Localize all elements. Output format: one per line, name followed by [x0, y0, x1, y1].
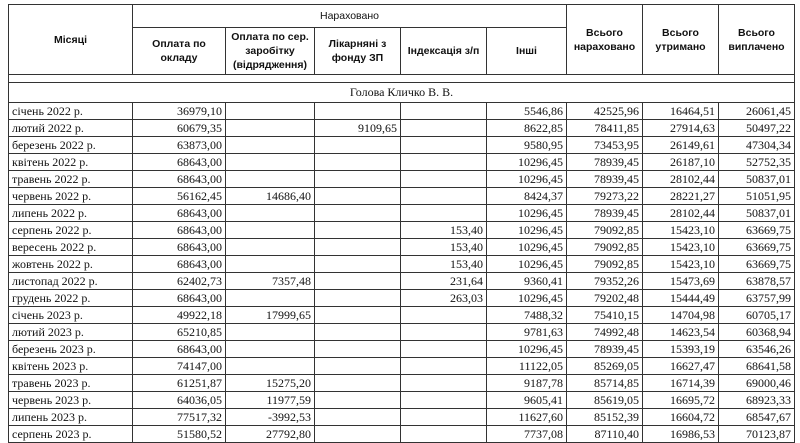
header-total-paid: Всього виплачено	[719, 5, 795, 75]
table-row	[9, 341, 795, 358]
average-earnings-cell	[226, 222, 315, 239]
average-earnings-cell	[226, 137, 315, 154]
salary-cell: 68643,00	[133, 171, 226, 188]
total-accrued-cell: 79092,85	[567, 239, 643, 256]
salary-cell: 68643,00	[133, 341, 226, 358]
month-cell: березень 2022 р.	[9, 137, 133, 154]
table-row	[9, 120, 795, 137]
other-cell: 9360,41	[487, 273, 567, 290]
other-cell: 7737,08	[487, 426, 567, 443]
indexation-cell	[401, 171, 487, 188]
salary-cell: 77517,32	[133, 409, 226, 426]
average-earnings-cell	[226, 154, 315, 171]
sick-leave-cell	[315, 341, 401, 358]
month-cell: лютий 2023 р.	[9, 324, 133, 341]
month-cell: травень 2022 р.	[9, 171, 133, 188]
table-row	[9, 273, 795, 290]
other-cell: 9580,95	[487, 137, 567, 154]
month-cell: червень 2022 р.	[9, 188, 133, 205]
month-cell: липень 2022 р.	[9, 205, 133, 222]
other-cell: 9605,41	[487, 392, 567, 409]
total-withheld-cell: 15393,19	[643, 341, 719, 358]
other-cell: 10296,45	[487, 222, 567, 239]
total-accrued-cell: 78939,45	[567, 341, 643, 358]
total-accrued-cell: 85619,05	[567, 392, 643, 409]
indexation-cell: 231,64	[401, 273, 487, 290]
indexation-cell	[401, 137, 487, 154]
total-withheld-cell: 16464,51	[643, 103, 719, 120]
month-cell: січень 2023 р.	[9, 307, 133, 324]
table-row	[9, 205, 795, 222]
average-earnings-cell	[226, 341, 315, 358]
total-paid-cell: 68547,67	[719, 409, 795, 426]
average-earnings-cell	[226, 256, 315, 273]
table-row	[9, 137, 795, 154]
average-earnings-cell: 11977,59	[226, 392, 315, 409]
average-earnings-cell	[226, 324, 315, 341]
total-withheld-cell: 28221,27	[643, 188, 719, 205]
total-accrued-cell: 79352,26	[567, 273, 643, 290]
other-cell: 10296,45	[487, 171, 567, 188]
indexation-cell	[401, 324, 487, 341]
salary-cell: 68643,00	[133, 256, 226, 273]
month-cell: січень 2022 р.	[9, 103, 133, 120]
total-accrued-cell: 79092,85	[567, 256, 643, 273]
table-row	[9, 103, 795, 120]
month-cell: червень 2023 р.	[9, 392, 133, 409]
table-row	[9, 222, 795, 239]
total-paid-cell: 60368,94	[719, 324, 795, 341]
sick-leave-cell	[315, 375, 401, 392]
other-cell: 9187,78	[487, 375, 567, 392]
sick-leave-cell	[315, 426, 401, 443]
average-earnings-cell: 7357,48	[226, 273, 315, 290]
total-withheld-cell: 14704,98	[643, 307, 719, 324]
total-paid-cell: 26061,45	[719, 103, 795, 120]
other-cell: 11627,60	[487, 409, 567, 426]
indexation-cell: 153,40	[401, 256, 487, 273]
month-cell: лютий 2022 р.	[9, 120, 133, 137]
total-withheld-cell: 16714,39	[643, 375, 719, 392]
salary-cell: 74147,00	[133, 358, 226, 375]
average-earnings-cell	[226, 239, 315, 256]
total-withheld-cell: 28102,44	[643, 171, 719, 188]
total-withheld-cell: 16695,72	[643, 392, 719, 409]
average-earnings-cell: -3992,53	[226, 409, 315, 426]
indexation-cell	[401, 392, 487, 409]
other-cell: 10296,45	[487, 341, 567, 358]
sick-leave-cell	[315, 205, 401, 222]
indexation-cell	[401, 205, 487, 222]
total-withheld-cell: 15423,10	[643, 256, 719, 273]
header-other: Інші	[487, 28, 567, 75]
month-cell: квітень 2022 р.	[9, 154, 133, 171]
total-withheld-cell: 15444,49	[643, 290, 719, 307]
indexation-cell	[401, 426, 487, 443]
table-row	[9, 375, 795, 392]
person-row	[9, 83, 795, 103]
header-total-withheld: Всього утримано	[643, 5, 719, 75]
table-row	[9, 426, 795, 443]
total-paid-cell: 63546,26	[719, 341, 795, 358]
average-earnings-cell	[226, 358, 315, 375]
salary-cell: 68643,00	[133, 154, 226, 171]
month-cell: листопад 2022 р.	[9, 273, 133, 290]
table-row	[9, 256, 795, 273]
header-average-earnings: Оплата по сер. заробітку (відрядження)	[226, 28, 315, 75]
sick-leave-cell	[315, 392, 401, 409]
total-accrued-cell: 78411,85	[567, 120, 643, 137]
total-withheld-cell: 16627,47	[643, 358, 719, 375]
total-accrued-cell: 78939,45	[567, 154, 643, 171]
sick-leave-cell	[315, 307, 401, 324]
average-earnings-cell	[226, 103, 315, 120]
total-paid-cell: 69000,46	[719, 375, 795, 392]
salary-cell: 65210,85	[133, 324, 226, 341]
total-accrued-cell: 79092,85	[567, 222, 643, 239]
average-earnings-cell: 14686,40	[226, 188, 315, 205]
table-row	[9, 358, 795, 375]
sick-leave-cell	[315, 324, 401, 341]
table-row	[9, 171, 795, 188]
total-accrued-cell: 85152,39	[567, 409, 643, 426]
month-cell: квітень 2023 р.	[9, 358, 133, 375]
salary-cell: 68643,00	[133, 290, 226, 307]
other-cell: 10296,45	[487, 256, 567, 273]
salary-cell: 61251,87	[133, 375, 226, 392]
indexation-cell: 153,40	[401, 222, 487, 239]
table-row	[9, 324, 795, 341]
total-withheld-cell: 15423,10	[643, 239, 719, 256]
sick-leave-cell	[315, 273, 401, 290]
indexation-cell	[401, 409, 487, 426]
indexation-cell	[401, 120, 487, 137]
sick-leave-cell	[315, 137, 401, 154]
total-paid-cell: 63669,75	[719, 222, 795, 239]
month-cell: жовтень 2022 р.	[9, 256, 133, 273]
other-cell: 10296,45	[487, 154, 567, 171]
sick-leave-cell	[315, 188, 401, 205]
total-paid-cell: 60705,17	[719, 307, 795, 324]
sick-leave-cell: 9109,65	[315, 120, 401, 137]
total-paid-cell: 52752,35	[719, 154, 795, 171]
total-accrued-cell: 87110,40	[567, 426, 643, 443]
other-cell: 7488,32	[487, 307, 567, 324]
header-total-accrued: Всього нараховано	[567, 5, 643, 75]
total-paid-cell: 63669,75	[719, 239, 795, 256]
total-accrued-cell: 42525,96	[567, 103, 643, 120]
sick-leave-cell	[315, 358, 401, 375]
total-paid-cell: 50837,01	[719, 171, 795, 188]
month-cell: серпень 2023 р.	[9, 426, 133, 443]
table-row	[9, 154, 795, 171]
salary-cell: 56162,45	[133, 188, 226, 205]
indexation-cell: 263,03	[401, 290, 487, 307]
other-cell: 10296,45	[487, 290, 567, 307]
sick-leave-cell	[315, 171, 401, 188]
total-paid-cell: 63669,75	[719, 256, 795, 273]
total-paid-cell: 50497,22	[719, 120, 795, 137]
salary-table	[8, 4, 795, 443]
header-salary: Оплата по окладу	[133, 28, 226, 75]
average-earnings-cell	[226, 205, 315, 222]
indexation-cell	[401, 358, 487, 375]
total-paid-cell: 68923,33	[719, 392, 795, 409]
salary-cell: 68643,00	[133, 222, 226, 239]
average-earnings-cell: 27792,80	[226, 426, 315, 443]
sick-leave-cell	[315, 409, 401, 426]
month-cell: липень 2023 р.	[9, 409, 133, 426]
total-accrued-cell: 79273,22	[567, 188, 643, 205]
sick-leave-cell	[315, 256, 401, 273]
total-accrued-cell: 85269,05	[567, 358, 643, 375]
table-row	[9, 290, 795, 307]
header-sick-leave: Лікарняні з фонду ЗП	[315, 28, 401, 75]
salary-cell: 62402,73	[133, 273, 226, 290]
header-accrued-group: Нараховано	[133, 5, 567, 28]
salary-cell: 51580,52	[133, 426, 226, 443]
total-withheld-cell: 27914,63	[643, 120, 719, 137]
total-paid-cell: 63757,99	[719, 290, 795, 307]
sick-leave-cell	[315, 239, 401, 256]
total-withheld-cell: 26187,10	[643, 154, 719, 171]
salary-cell: 64036,05	[133, 392, 226, 409]
total-accrued-cell: 78939,45	[567, 171, 643, 188]
month-cell: серпень 2022 р.	[9, 222, 133, 239]
table-row	[9, 307, 795, 324]
salary-cell: 68643,00	[133, 239, 226, 256]
total-withheld-cell: 16986,53	[643, 426, 719, 443]
average-earnings-cell	[226, 171, 315, 188]
indexation-cell	[401, 103, 487, 120]
average-earnings-cell	[226, 290, 315, 307]
total-accrued-cell: 73453,95	[567, 137, 643, 154]
total-accrued-cell: 78939,45	[567, 205, 643, 222]
average-earnings-cell	[226, 120, 315, 137]
average-earnings-cell: 15275,20	[226, 375, 315, 392]
total-paid-cell: 63878,57	[719, 273, 795, 290]
spacer-row	[9, 75, 795, 83]
other-cell: 10296,45	[487, 205, 567, 222]
salary-cell: 68643,00	[133, 205, 226, 222]
indexation-cell	[401, 341, 487, 358]
total-paid-cell: 70123,87	[719, 426, 795, 443]
total-paid-cell: 51051,95	[719, 188, 795, 205]
indexation-cell	[401, 154, 487, 171]
salary-cell: 49922,18	[133, 307, 226, 324]
indexation-cell	[401, 188, 487, 205]
indexation-cell: 153,40	[401, 239, 487, 256]
person-name: Голова Кличко В. В.	[9, 83, 795, 103]
table-row	[9, 392, 795, 409]
month-cell: грудень 2022 р.	[9, 290, 133, 307]
total-withheld-cell: 26149,61	[643, 137, 719, 154]
sick-leave-cell	[315, 154, 401, 171]
total-accrued-cell: 85714,85	[567, 375, 643, 392]
other-cell: 10296,45	[487, 239, 567, 256]
total-paid-cell: 50837,01	[719, 205, 795, 222]
other-cell: 8424,37	[487, 188, 567, 205]
month-cell: вересень 2022 р.	[9, 239, 133, 256]
indexation-cell	[401, 375, 487, 392]
total-withheld-cell: 15473,69	[643, 273, 719, 290]
total-withheld-cell: 28102,44	[643, 205, 719, 222]
sick-leave-cell	[315, 222, 401, 239]
header-months: Місяці	[9, 5, 133, 75]
total-accrued-cell: 74992,48	[567, 324, 643, 341]
table-row	[9, 239, 795, 256]
other-cell: 9781,63	[487, 324, 567, 341]
salary-cell: 36979,10	[133, 103, 226, 120]
salary-cell: 63873,00	[133, 137, 226, 154]
total-withheld-cell: 14623,54	[643, 324, 719, 341]
header-indexation: Індексація з/п	[401, 28, 487, 75]
total-paid-cell: 68641,58	[719, 358, 795, 375]
other-cell: 5546,86	[487, 103, 567, 120]
total-accrued-cell: 79202,48	[567, 290, 643, 307]
table-row	[9, 409, 795, 426]
total-paid-cell: 47304,34	[719, 137, 795, 154]
month-cell: травень 2023 р.	[9, 375, 133, 392]
indexation-cell	[401, 307, 487, 324]
average-earnings-cell: 17999,65	[226, 307, 315, 324]
sick-leave-cell	[315, 103, 401, 120]
sick-leave-cell	[315, 290, 401, 307]
other-cell: 8622,85	[487, 120, 567, 137]
table-row	[9, 188, 795, 205]
month-cell: березень 2023 р.	[9, 341, 133, 358]
total-accrued-cell: 75410,15	[567, 307, 643, 324]
total-withheld-cell: 15423,10	[643, 222, 719, 239]
total-withheld-cell: 16604,72	[643, 409, 719, 426]
salary-cell: 60679,35	[133, 120, 226, 137]
other-cell: 11122,05	[487, 358, 567, 375]
